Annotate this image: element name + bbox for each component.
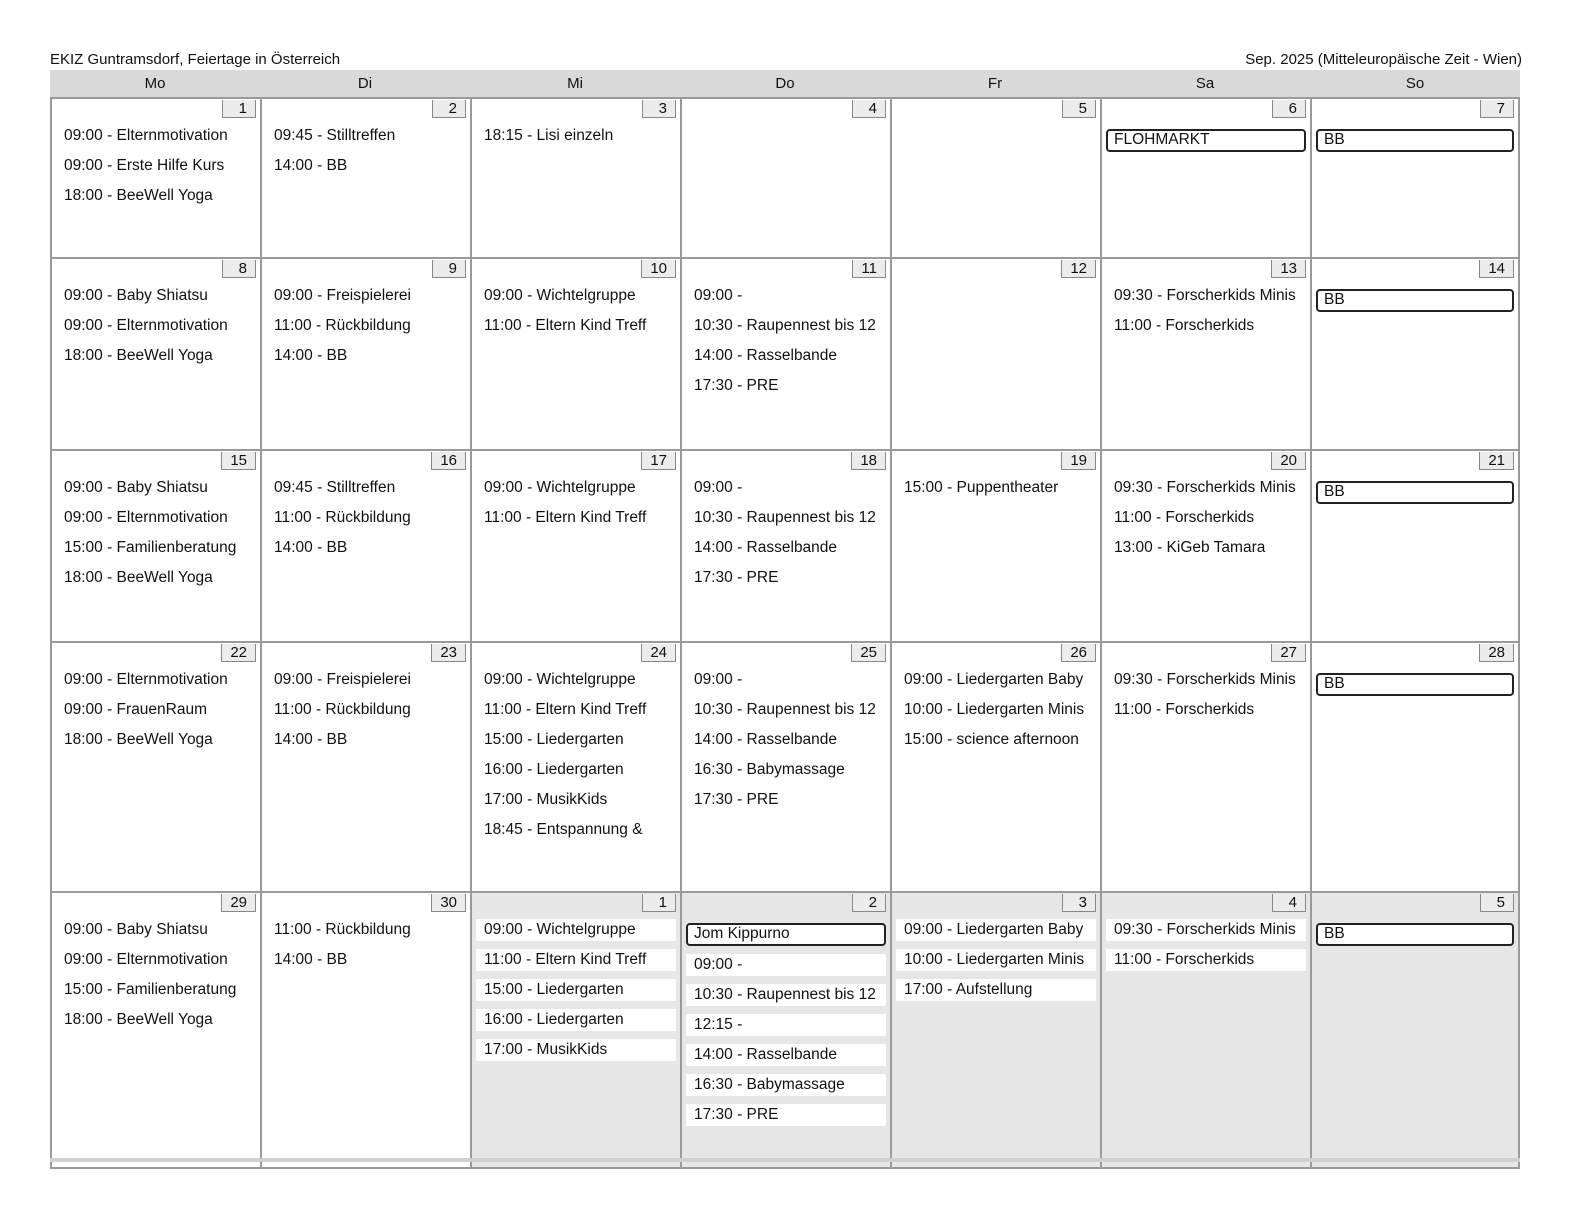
day-number[interactable]: 15 bbox=[221, 452, 256, 470]
calendar-event[interactable]: 09:00 - Elternmotivation bbox=[64, 951, 228, 968]
calendar-event[interactable]: 09:00 - FrauenRaum bbox=[64, 701, 208, 718]
weekday-header: Mi bbox=[567, 75, 583, 92]
calendar-event[interactable]: 18:45 - Entspannung & bbox=[484, 821, 643, 838]
calendar-event[interactable]: 16:00 - Liedergarten bbox=[476, 1009, 676, 1031]
day-cell[interactable] bbox=[680, 893, 890, 1167]
day-events bbox=[52, 669, 260, 759]
weekday-header: Do bbox=[775, 75, 795, 92]
calendar-event[interactable]: 16:30 - Babymassage bbox=[686, 1074, 886, 1096]
calendar-event[interactable]: 09:00 - Elternmotivation bbox=[64, 509, 228, 526]
all-day-event[interactable]: Jom Kippurno bbox=[686, 923, 886, 946]
calendar-title: EKIZ Guntramsdorf, Feiertage in Österreich bbox=[50, 51, 341, 68]
calendar-event[interactable]: 15:00 - Familienberatung bbox=[64, 981, 237, 998]
day-cell[interactable] bbox=[890, 643, 1100, 891]
calendar-event[interactable]: 11:00 - Rückbildung bbox=[274, 509, 411, 526]
calendar-event[interactable]: 09:00 - Liedergarten Baby bbox=[904, 671, 1084, 688]
calendar-event[interactable]: 14:00 - BB bbox=[274, 539, 348, 556]
day-number[interactable]: 14 bbox=[1479, 260, 1514, 278]
day-events bbox=[682, 477, 890, 597]
calendar-event[interactable]: 11:00 - Forscherkids bbox=[1114, 509, 1255, 526]
day-cell[interactable] bbox=[680, 643, 890, 891]
calendar-event[interactable]: 15:00 - Familienberatung bbox=[64, 539, 237, 556]
all-day-event[interactable]: BB bbox=[1316, 129, 1514, 152]
calendar-event[interactable]: 11:00 - Rückbildung bbox=[274, 317, 411, 334]
day-cell[interactable] bbox=[890, 451, 1100, 641]
calendar-event[interactable]: 14:00 - Rasselbande bbox=[694, 347, 838, 364]
day-events bbox=[52, 477, 260, 597]
calendar-event[interactable]: 11:00 - Eltern Kind Treff bbox=[484, 509, 647, 526]
all-day-event[interactable]: BB bbox=[1316, 481, 1514, 504]
day-cell[interactable] bbox=[1310, 259, 1520, 449]
calendar-event[interactable]: 16:30 - Babymassage bbox=[694, 761, 845, 778]
day-events bbox=[1312, 285, 1518, 320]
day-events bbox=[472, 285, 680, 345]
day-events bbox=[262, 125, 470, 185]
calendar-event[interactable]: 17:30 - PRE bbox=[694, 791, 779, 808]
calendar-event[interactable]: 09:30 - Forscherkids Minis bbox=[1114, 287, 1296, 304]
day-number[interactable]: 2 bbox=[852, 894, 886, 912]
day-cell[interactable] bbox=[50, 259, 260, 449]
calendar-event[interactable]: 14:00 - BB bbox=[274, 347, 348, 364]
day-events bbox=[472, 477, 680, 537]
day-events bbox=[892, 477, 1100, 507]
day-cell[interactable] bbox=[890, 259, 1100, 449]
day-events bbox=[1102, 669, 1310, 729]
day-number[interactable]: 9 bbox=[432, 260, 466, 278]
calendar-event[interactable]: 11:00 - Eltern Kind Treff bbox=[476, 949, 676, 971]
day-number[interactable]: 3 bbox=[642, 100, 676, 118]
day-events bbox=[52, 919, 260, 1039]
calendar-event[interactable]: 17:00 - Aufstellung bbox=[896, 979, 1096, 1001]
day-number[interactable]: 4 bbox=[1272, 894, 1306, 912]
calendar-event[interactable]: 13:00 - KiGeb Tamara bbox=[1114, 539, 1266, 556]
calendar-event[interactable]: 09:45 - Stilltreffen bbox=[274, 127, 396, 144]
calendar-event[interactable]: 18:00 - BeeWell Yoga bbox=[64, 1011, 213, 1028]
calendar-event[interactable]: 18:15 - Lisi einzeln bbox=[484, 127, 614, 144]
calendar-event[interactable]: 09:00 - Baby Shiatsu bbox=[64, 921, 208, 938]
day-events bbox=[1312, 477, 1518, 512]
calendar-event[interactable]: 18:00 - BeeWell Yoga bbox=[64, 569, 213, 586]
day-number[interactable]: 20 bbox=[1271, 452, 1306, 470]
calendar-event[interactable]: 09:00 - Baby Shiatsu bbox=[64, 479, 208, 496]
day-cell[interactable] bbox=[470, 259, 680, 449]
day-number[interactable]: 7 bbox=[1480, 100, 1514, 118]
week-row bbox=[50, 643, 1520, 893]
day-events bbox=[682, 285, 890, 405]
weekday-header: So bbox=[1405, 75, 1425, 92]
day-cell[interactable] bbox=[50, 893, 260, 1167]
calendar-event[interactable]: 14:00 - Rasselbande bbox=[694, 539, 838, 556]
calendar-event[interactable]: 17:30 - PRE bbox=[694, 569, 779, 586]
day-number[interactable]: 12 bbox=[1061, 260, 1096, 278]
calendar-event[interactable]: 09:00 - Wichtelgruppe bbox=[476, 919, 676, 941]
weekday-header: Sa bbox=[1195, 75, 1215, 92]
day-cell[interactable] bbox=[50, 99, 260, 257]
calendar-event[interactable]: 09:00 - bbox=[694, 671, 743, 688]
day-events bbox=[52, 285, 260, 375]
all-day-event[interactable]: FLOHMARKT bbox=[1106, 129, 1306, 152]
calendar-event[interactable]: 18:00 - BeeWell Yoga bbox=[64, 731, 213, 748]
calendar-event[interactable]: 11:00 - Rückbildung bbox=[274, 921, 411, 938]
calendar-event[interactable]: 14:00 - BB bbox=[274, 731, 348, 748]
day-number[interactable]: 29 bbox=[221, 894, 256, 912]
weekday-header-row bbox=[50, 70, 1520, 99]
day-number[interactable]: 18 bbox=[851, 452, 886, 470]
day-number[interactable]: 23 bbox=[431, 644, 466, 662]
day-events bbox=[262, 477, 470, 567]
all-day-event[interactable]: BB bbox=[1316, 673, 1514, 696]
day-cell[interactable] bbox=[680, 259, 890, 449]
day-events bbox=[472, 669, 680, 849]
day-number[interactable]: 8 bbox=[222, 260, 256, 278]
calendar-event[interactable]: 17:00 - MusikKids bbox=[476, 1039, 676, 1061]
calendar-event[interactable]: 09:00 - Wichtelgruppe bbox=[484, 287, 636, 304]
month-calendar bbox=[50, 70, 1520, 1169]
calendar-event[interactable]: 14:00 - BB bbox=[274, 951, 348, 968]
day-cell[interactable] bbox=[1310, 893, 1520, 1167]
calendar-event[interactable]: 10:00 - Liedergarten Minis bbox=[896, 949, 1096, 971]
calendar-event[interactable]: 09:00 - Wichtelgruppe bbox=[484, 671, 636, 688]
day-cell[interactable] bbox=[1310, 99, 1520, 257]
day-number[interactable]: 26 bbox=[1061, 644, 1096, 662]
day-cell[interactable] bbox=[260, 99, 470, 257]
calendar-event[interactable]: 17:30 - PRE bbox=[694, 377, 779, 394]
day-number[interactable]: 21 bbox=[1479, 452, 1514, 470]
day-events bbox=[262, 669, 470, 759]
day-cell[interactable] bbox=[470, 893, 680, 1167]
day-cell[interactable] bbox=[470, 451, 680, 641]
day-events bbox=[892, 919, 1100, 1009]
calendar-event[interactable]: 09:00 - Elternmotivation bbox=[64, 671, 228, 688]
calendar-event[interactable]: 18:00 - BeeWell Yoga bbox=[64, 347, 213, 364]
day-cell[interactable] bbox=[1100, 451, 1310, 641]
calendar-event[interactable]: 14:00 - Rasselbande bbox=[694, 731, 838, 748]
calendar-event[interactable]: 11:00 - Forscherkids bbox=[1114, 701, 1255, 718]
day-cell[interactable] bbox=[1310, 643, 1520, 891]
day-events bbox=[892, 669, 1100, 759]
day-number[interactable]: 6 bbox=[1272, 100, 1306, 118]
calendar-event[interactable]: 09:00 - Erste Hilfe Kurs bbox=[64, 157, 225, 174]
day-cell[interactable] bbox=[890, 893, 1100, 1167]
calendar-event[interactable]: 15:00 - science afternoon bbox=[904, 731, 1079, 748]
day-cell[interactable] bbox=[260, 893, 470, 1167]
day-cell[interactable] bbox=[470, 643, 680, 891]
calendar-event[interactable]: 09:30 - Forscherkids Minis bbox=[1114, 671, 1296, 688]
all-day-event[interactable]: BB bbox=[1316, 289, 1514, 312]
calendar-event[interactable]: 09:00 - bbox=[686, 954, 886, 976]
calendar-event[interactable]: 15:00 - Puppentheater bbox=[904, 479, 1059, 496]
weekday-header: Mo bbox=[144, 75, 166, 92]
day-number[interactable]: 30 bbox=[431, 894, 466, 912]
day-events bbox=[1102, 285, 1310, 345]
calendar-event[interactable]: 09:30 - Forscherkids Minis bbox=[1106, 919, 1306, 941]
day-number[interactable]: 5 bbox=[1480, 894, 1514, 912]
day-events bbox=[472, 125, 680, 155]
day-cell[interactable] bbox=[1100, 99, 1310, 257]
day-events bbox=[262, 919, 470, 979]
calendar-footer-divider bbox=[50, 1158, 1520, 1162]
day-events bbox=[1312, 125, 1518, 160]
calendar-event[interactable]: 11:00 - Eltern Kind Treff bbox=[484, 701, 647, 718]
weekday-header: Di bbox=[357, 75, 373, 92]
calendar-event[interactable]: 09:00 - bbox=[694, 287, 743, 304]
day-cell[interactable] bbox=[1100, 643, 1310, 891]
day-number[interactable]: 1 bbox=[222, 100, 256, 118]
calendar-event[interactable]: 09:00 - Elternmotivation bbox=[64, 127, 228, 144]
calendar-event[interactable]: 09:30 - Forscherkids Minis bbox=[1114, 479, 1296, 496]
week-row bbox=[50, 893, 1520, 1169]
day-number[interactable]: 2 bbox=[432, 100, 466, 118]
week-row bbox=[50, 99, 1520, 259]
day-number[interactable]: 24 bbox=[641, 644, 676, 662]
calendar-event[interactable]: 09:45 - Stilltreffen bbox=[274, 479, 396, 496]
day-events bbox=[1102, 919, 1310, 979]
calendar-event[interactable]: 14:00 - BB bbox=[274, 157, 348, 174]
day-events bbox=[1102, 125, 1310, 160]
calendar-event[interactable]: 12:15 - bbox=[686, 1014, 886, 1036]
day-number[interactable]: 5 bbox=[1062, 100, 1096, 118]
week-row bbox=[50, 451, 1520, 643]
calendar-event[interactable]: 11:00 - Forscherkids bbox=[1114, 317, 1255, 334]
calendar-event[interactable]: 09:00 - Freispielerei bbox=[274, 671, 411, 688]
day-cell[interactable] bbox=[260, 451, 470, 641]
day-number[interactable]: 17 bbox=[641, 452, 676, 470]
day-number[interactable]: 25 bbox=[851, 644, 886, 662]
all-day-event[interactable]: BB bbox=[1316, 923, 1514, 946]
day-number[interactable]: 3 bbox=[1062, 894, 1096, 912]
day-events bbox=[1312, 919, 1518, 954]
calendar-event[interactable]: 18:00 - BeeWell Yoga bbox=[64, 187, 213, 204]
day-number[interactable]: 1 bbox=[642, 894, 676, 912]
calendar-event[interactable]: 15:00 - Liedergarten bbox=[476, 979, 676, 1001]
day-events bbox=[682, 919, 890, 1134]
calendar-event[interactable]: 11:00 - Forscherkids bbox=[1106, 949, 1306, 971]
calendar-event[interactable]: 16:00 - Liedergarten bbox=[484, 761, 624, 778]
calendar-event[interactable]: 17:30 - PRE bbox=[686, 1104, 886, 1126]
day-cell[interactable] bbox=[260, 259, 470, 449]
day-number[interactable]: 10 bbox=[641, 260, 676, 278]
day-events bbox=[52, 125, 260, 215]
calendar-event[interactable]: 09:00 - bbox=[694, 479, 743, 496]
day-cell[interactable] bbox=[50, 643, 260, 891]
week-row bbox=[50, 259, 1520, 451]
day-cell[interactable] bbox=[1100, 259, 1310, 449]
day-cell[interactable] bbox=[260, 643, 470, 891]
day-number[interactable]: 16 bbox=[431, 452, 466, 470]
calendar-event[interactable]: 09:00 - Baby Shiatsu bbox=[64, 287, 208, 304]
calendar-header bbox=[50, 50, 1522, 70]
calendar-event[interactable]: 10:30 - Raupennest bis 12 bbox=[686, 984, 886, 1006]
calendar-event[interactable]: 11:00 - Rückbildung bbox=[274, 701, 411, 718]
calendar-weeks bbox=[50, 99, 1520, 1169]
day-cell[interactable] bbox=[890, 99, 1100, 257]
day-number[interactable]: 19 bbox=[1061, 452, 1096, 470]
calendar-event[interactable]: 09:00 - Liedergarten Baby bbox=[896, 919, 1096, 941]
day-cell[interactable] bbox=[680, 451, 890, 641]
day-number[interactable]: 13 bbox=[1271, 260, 1306, 278]
month-label: Sep. 2025 (Mitteleuropäische Zeit - Wien) bbox=[1245, 51, 1522, 68]
calendar-event[interactable]: 11:00 - Eltern Kind Treff bbox=[484, 317, 647, 334]
day-number[interactable]: 11 bbox=[852, 260, 886, 278]
day-number[interactable]: 27 bbox=[1271, 644, 1306, 662]
day-number[interactable]: 4 bbox=[852, 100, 886, 118]
day-cell[interactable] bbox=[1310, 451, 1520, 641]
day-cell[interactable] bbox=[1100, 893, 1310, 1167]
day-cell[interactable] bbox=[470, 99, 680, 257]
calendar-event[interactable]: 17:00 - MusikKids bbox=[484, 791, 608, 808]
calendar-event[interactable]: 10:30 - Raupennest bis 12 bbox=[694, 509, 876, 526]
calendar-event[interactable]: 10:00 - Liedergarten Minis bbox=[904, 701, 1085, 718]
day-number[interactable]: 22 bbox=[221, 644, 256, 662]
day-events bbox=[1102, 477, 1310, 567]
day-events bbox=[1312, 669, 1518, 704]
weekday-header: Fr bbox=[987, 75, 1003, 92]
calendar-event[interactable]: 09:00 - Elternmotivation bbox=[64, 317, 228, 334]
day-events bbox=[262, 285, 470, 375]
day-cell[interactable] bbox=[680, 99, 890, 257]
calendar-event[interactable]: 15:00 - Liedergarten bbox=[484, 731, 624, 748]
calendar-event[interactable]: 14:00 - Rasselbande bbox=[686, 1044, 886, 1066]
calendar-event[interactable]: 09:00 - Wichtelgruppe bbox=[484, 479, 636, 496]
day-events bbox=[472, 919, 680, 1069]
calendar-event[interactable]: 09:00 - Freispielerei bbox=[274, 287, 411, 304]
day-events bbox=[682, 669, 890, 819]
day-cell[interactable] bbox=[50, 451, 260, 641]
calendar-event[interactable]: 10:30 - Raupennest bis 12 bbox=[694, 701, 876, 718]
day-number[interactable]: 28 bbox=[1479, 644, 1514, 662]
calendar-event[interactable]: 10:30 - Raupennest bis 12 bbox=[694, 317, 876, 334]
